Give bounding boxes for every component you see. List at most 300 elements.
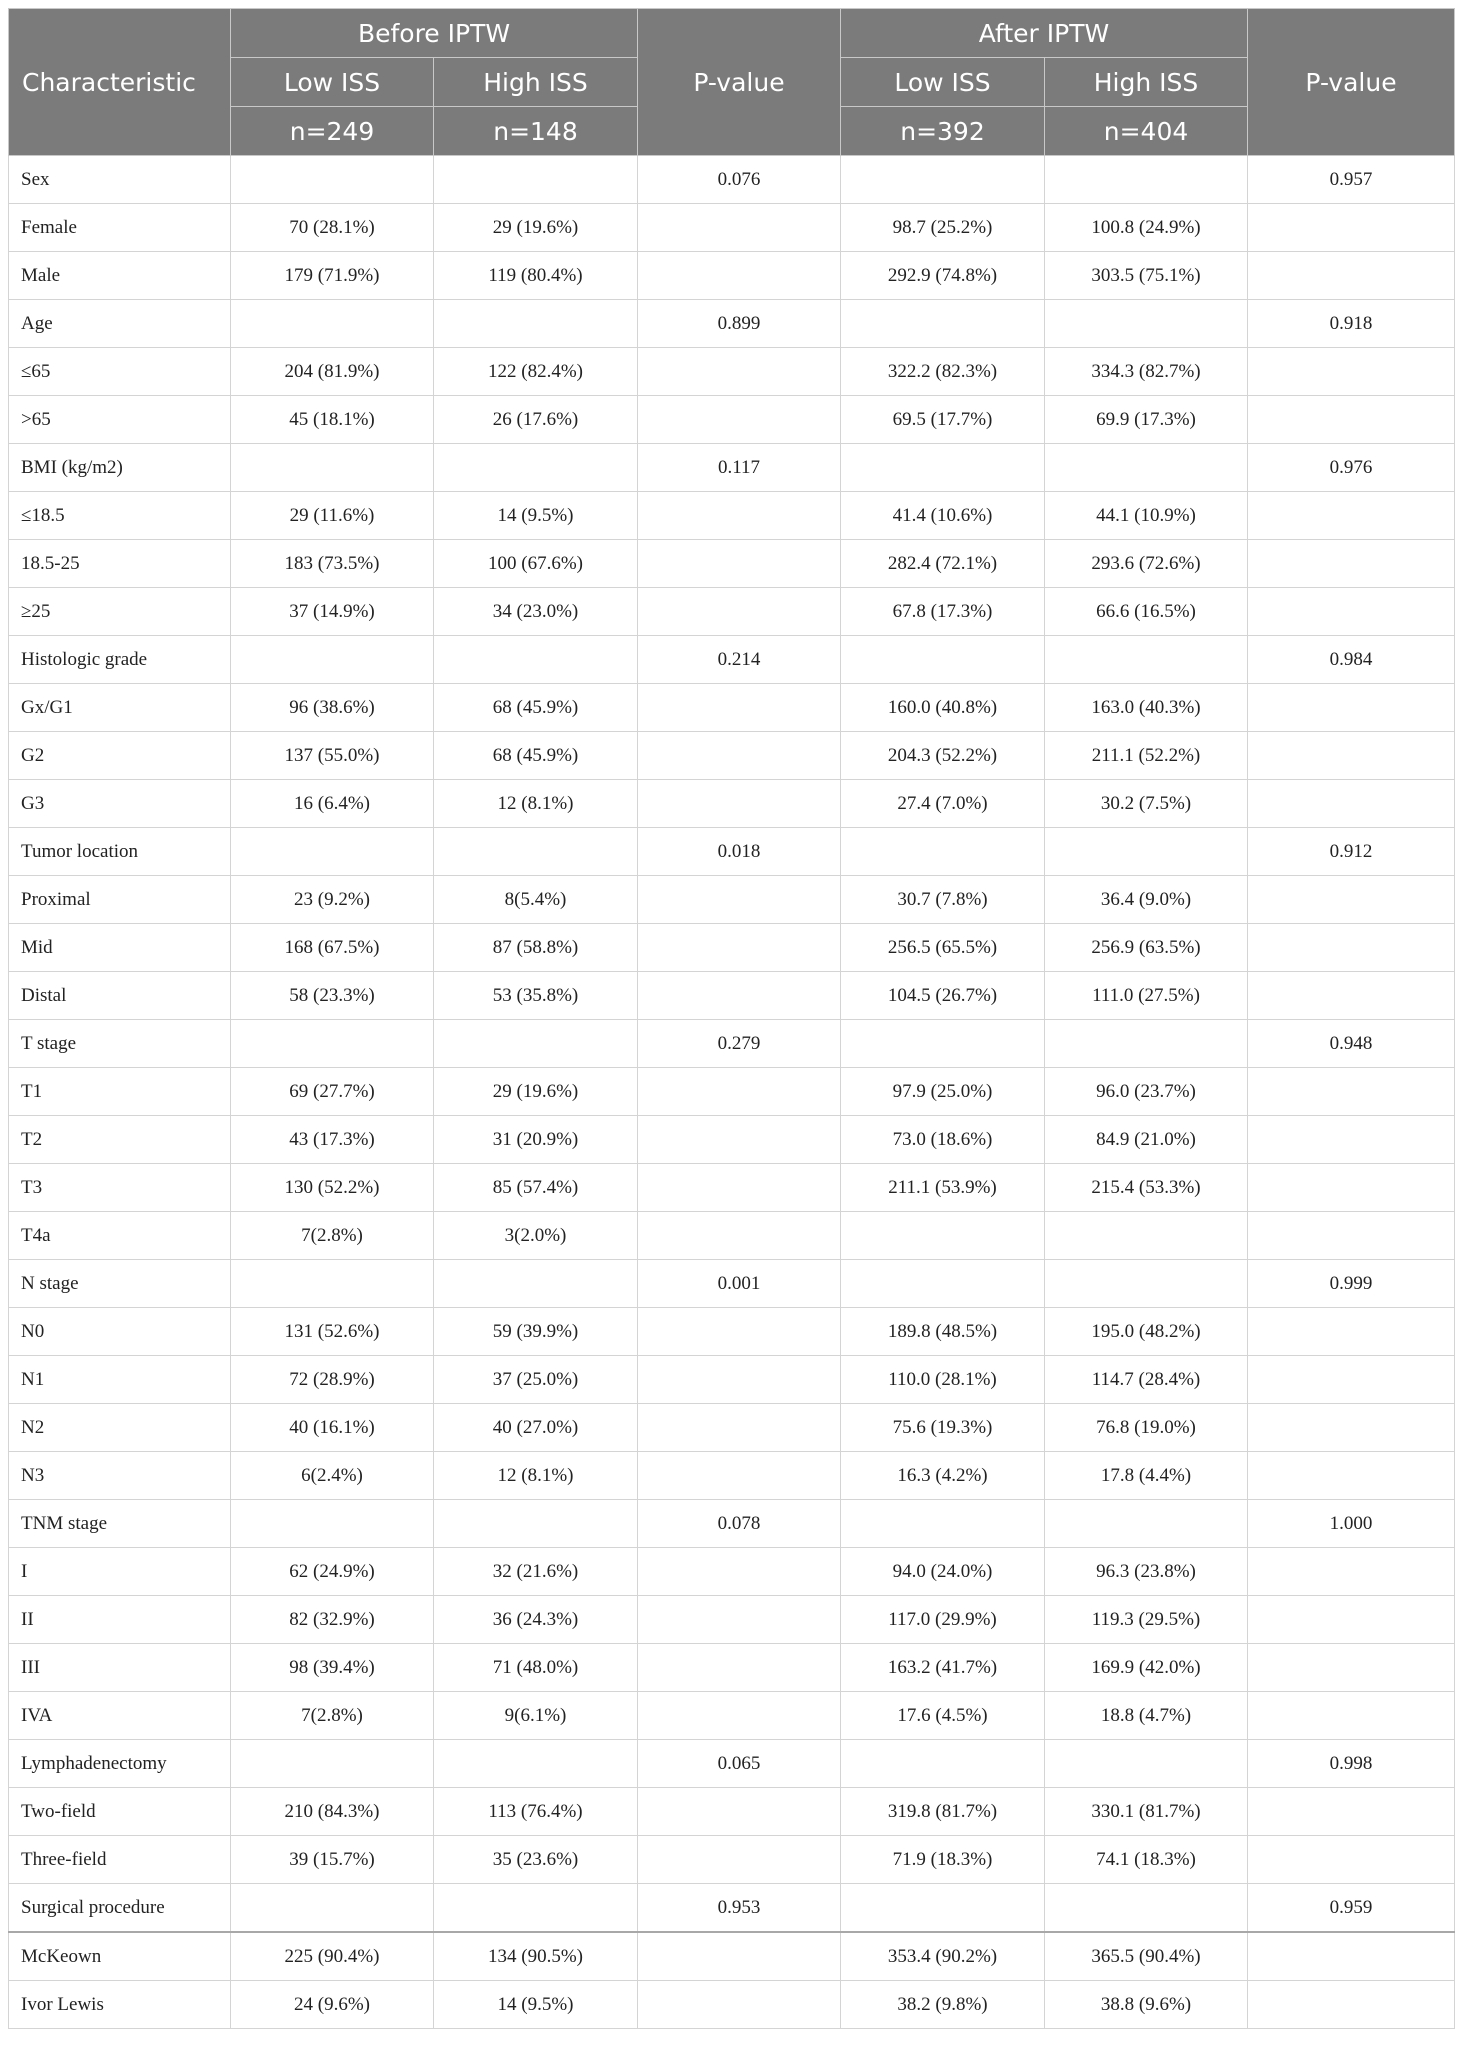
p-value-before-cell: 0.279 bbox=[638, 1020, 841, 1068]
after-high-iss-cell: 334.3 (82.7%) bbox=[1045, 348, 1248, 396]
before-high-iss-cell: 34 (23.0%) bbox=[434, 588, 638, 636]
row-label: II bbox=[9, 1596, 231, 1644]
p-value-after-cell bbox=[1248, 540, 1455, 588]
after-high-iss-cell bbox=[1045, 828, 1248, 876]
p-value-after-header: P-value bbox=[1248, 9, 1455, 156]
after-high-iss-cell: 256.9 (63.5%) bbox=[1045, 924, 1248, 972]
after-low-iss-cell: 94.0 (24.0%) bbox=[841, 1548, 1045, 1596]
table-header bbox=[9, 9, 1455, 156]
row-label: N3 bbox=[9, 1452, 231, 1500]
before-low-iss-cell: 29 (11.6%) bbox=[231, 492, 434, 540]
after-low-iss-cell bbox=[841, 1212, 1045, 1260]
after-high-iss-cell: 30.2 (7.5%) bbox=[1045, 780, 1248, 828]
after-high-iss-cell bbox=[1045, 300, 1248, 348]
p-value-before-cell bbox=[638, 972, 841, 1020]
before-low-iss-cell: 179 (71.9%) bbox=[231, 252, 434, 300]
after-low-iss-cell: 75.6 (19.3%) bbox=[841, 1404, 1045, 1452]
table-row bbox=[9, 1260, 1455, 1308]
p-value-before-cell bbox=[638, 732, 841, 780]
after-low-iss-cell bbox=[841, 444, 1045, 492]
after-high-iss-header: High ISS bbox=[1045, 58, 1248, 107]
p-value-after-cell bbox=[1248, 1788, 1455, 1836]
p-value-after-cell bbox=[1248, 1164, 1455, 1212]
after-high-iss-n: n=404 bbox=[1045, 107, 1248, 156]
before-high-iss-cell: 40 (27.0%) bbox=[434, 1404, 638, 1452]
p-value-before-header: P-value bbox=[638, 9, 841, 156]
p-value-after-cell bbox=[1248, 1116, 1455, 1164]
p-value-before-cell bbox=[638, 1308, 841, 1356]
table-row bbox=[9, 1692, 1455, 1740]
p-value-before-cell bbox=[638, 924, 841, 972]
before-high-iss-cell: 71 (48.0%) bbox=[434, 1644, 638, 1692]
row-label: Histologic grade bbox=[9, 636, 231, 684]
before-low-iss-cell: 225 (90.4%) bbox=[231, 1932, 434, 1981]
table-row bbox=[9, 252, 1455, 300]
before-low-iss-cell: 7(2.8%) bbox=[231, 1692, 434, 1740]
after-low-iss-cell bbox=[841, 1884, 1045, 1933]
row-label: G2 bbox=[9, 732, 231, 780]
table-row bbox=[9, 636, 1455, 684]
table-row bbox=[9, 204, 1455, 252]
before-high-iss-cell bbox=[434, 1260, 638, 1308]
table-row bbox=[9, 1596, 1455, 1644]
p-value-after-cell: 0.948 bbox=[1248, 1020, 1455, 1068]
before-low-iss-cell: 72 (28.9%) bbox=[231, 1356, 434, 1404]
after-high-iss-cell: 195.0 (48.2%) bbox=[1045, 1308, 1248, 1356]
table-row bbox=[9, 924, 1455, 972]
p-value-after-cell bbox=[1248, 1068, 1455, 1116]
before-low-iss-cell: 23 (9.2%) bbox=[231, 876, 434, 924]
after-low-iss-cell: 97.9 (25.0%) bbox=[841, 1068, 1045, 1116]
after-high-iss-cell bbox=[1045, 1500, 1248, 1548]
before-low-iss-n: n=249 bbox=[231, 107, 434, 156]
after-low-iss-cell bbox=[841, 156, 1045, 204]
table-row bbox=[9, 348, 1455, 396]
p-value-after-cell bbox=[1248, 1548, 1455, 1596]
p-value-before-cell bbox=[638, 540, 841, 588]
after-low-iss-cell: 98.7 (25.2%) bbox=[841, 204, 1045, 252]
after-low-iss-cell: 189.8 (48.5%) bbox=[841, 1308, 1045, 1356]
p-value-before-cell bbox=[638, 1548, 841, 1596]
before-high-iss-n: n=148 bbox=[434, 107, 638, 156]
p-value-after-cell: 0.998 bbox=[1248, 1740, 1455, 1788]
after-high-iss-cell: 69.9 (17.3%) bbox=[1045, 396, 1248, 444]
table-row bbox=[9, 732, 1455, 780]
row-label: Distal bbox=[9, 972, 231, 1020]
before-low-iss-cell bbox=[231, 1740, 434, 1788]
table-row bbox=[9, 684, 1455, 732]
before-iptw-header: Before IPTW bbox=[231, 9, 638, 58]
before-high-iss-cell: 14 (9.5%) bbox=[434, 492, 638, 540]
p-value-after-cell bbox=[1248, 924, 1455, 972]
table-row bbox=[9, 300, 1455, 348]
table-row bbox=[9, 1644, 1455, 1692]
before-low-iss-cell: 6(2.4%) bbox=[231, 1452, 434, 1500]
before-high-iss-cell: 12 (8.1%) bbox=[434, 780, 638, 828]
table-row bbox=[9, 396, 1455, 444]
after-high-iss-cell: 211.1 (52.2%) bbox=[1045, 732, 1248, 780]
before-low-iss-cell bbox=[231, 1500, 434, 1548]
p-value-after-cell bbox=[1248, 732, 1455, 780]
p-value-before-cell: 0.214 bbox=[638, 636, 841, 684]
before-high-iss-cell: 36 (24.3%) bbox=[434, 1596, 638, 1644]
p-value-before-cell bbox=[638, 1788, 841, 1836]
p-value-after-cell: 0.976 bbox=[1248, 444, 1455, 492]
row-label: N0 bbox=[9, 1308, 231, 1356]
after-high-iss-cell: 330.1 (81.7%) bbox=[1045, 1788, 1248, 1836]
before-low-iss-cell: 96 (38.6%) bbox=[231, 684, 434, 732]
table-row bbox=[9, 156, 1455, 204]
before-high-iss-cell: 113 (76.4%) bbox=[434, 1788, 638, 1836]
p-value-before-cell: 0.953 bbox=[638, 1884, 841, 1933]
p-value-after-cell bbox=[1248, 252, 1455, 300]
after-high-iss-cell: 18.8 (4.7%) bbox=[1045, 1692, 1248, 1740]
before-low-iss-cell: 69 (27.7%) bbox=[231, 1068, 434, 1116]
p-value-before-cell: 0.117 bbox=[638, 444, 841, 492]
p-value-after-cell bbox=[1248, 876, 1455, 924]
table-row bbox=[9, 1932, 1455, 1981]
before-high-iss-cell: 29 (19.6%) bbox=[434, 204, 638, 252]
table-row bbox=[9, 1740, 1455, 1788]
after-high-iss-cell bbox=[1045, 444, 1248, 492]
after-high-iss-cell bbox=[1045, 1260, 1248, 1308]
p-value-after-cell bbox=[1248, 204, 1455, 252]
table-container bbox=[8, 8, 1454, 2029]
p-value-after-cell: 0.984 bbox=[1248, 636, 1455, 684]
row-label: N stage bbox=[9, 1260, 231, 1308]
row-label: McKeown bbox=[9, 1932, 231, 1981]
table-row bbox=[9, 1836, 1455, 1884]
p-value-before-cell: 0.899 bbox=[638, 300, 841, 348]
row-label: >65 bbox=[9, 396, 231, 444]
row-label: Lymphadenectomy bbox=[9, 1740, 231, 1788]
after-high-iss-cell: 96.0 (23.7%) bbox=[1045, 1068, 1248, 1116]
after-low-iss-cell: 17.6 (4.5%) bbox=[841, 1692, 1045, 1740]
after-high-iss-cell: 36.4 (9.0%) bbox=[1045, 876, 1248, 924]
after-high-iss-cell: 215.4 (53.3%) bbox=[1045, 1164, 1248, 1212]
before-high-iss-cell: 134 (90.5%) bbox=[434, 1932, 638, 1981]
before-high-iss-cell bbox=[434, 300, 638, 348]
after-high-iss-cell bbox=[1045, 1884, 1248, 1933]
before-high-iss-cell: 29 (19.6%) bbox=[434, 1068, 638, 1116]
before-high-iss-cell: 35 (23.6%) bbox=[434, 1836, 638, 1884]
after-high-iss-cell: 84.9 (21.0%) bbox=[1045, 1116, 1248, 1164]
p-value-before-cell bbox=[638, 684, 841, 732]
before-low-iss-cell: 40 (16.1%) bbox=[231, 1404, 434, 1452]
row-label: BMI (kg/m2) bbox=[9, 444, 231, 492]
p-value-after-cell bbox=[1248, 396, 1455, 444]
before-high-iss-cell: 53 (35.8%) bbox=[434, 972, 638, 1020]
before-high-iss-cell: 14 (9.5%) bbox=[434, 1981, 638, 2029]
p-value-after-cell bbox=[1248, 972, 1455, 1020]
before-high-iss-cell: 68 (45.9%) bbox=[434, 684, 638, 732]
before-low-iss-cell bbox=[231, 300, 434, 348]
before-low-iss-header: Low ISS bbox=[231, 58, 434, 107]
p-value-before-cell bbox=[638, 876, 841, 924]
row-label: Two-field bbox=[9, 1788, 231, 1836]
before-low-iss-cell bbox=[231, 156, 434, 204]
after-low-iss-cell bbox=[841, 1500, 1045, 1548]
row-label: ≤65 bbox=[9, 348, 231, 396]
after-low-iss-cell: 319.8 (81.7%) bbox=[841, 1788, 1045, 1836]
table-row bbox=[9, 972, 1455, 1020]
after-low-iss-cell: 282.4 (72.1%) bbox=[841, 540, 1045, 588]
table-row bbox=[9, 828, 1455, 876]
before-high-iss-cell bbox=[434, 1740, 638, 1788]
p-value-before-cell: 0.076 bbox=[638, 156, 841, 204]
before-low-iss-cell: 131 (52.6%) bbox=[231, 1308, 434, 1356]
after-high-iss-cell: 169.9 (42.0%) bbox=[1045, 1644, 1248, 1692]
after-high-iss-cell: 365.5 (90.4%) bbox=[1045, 1932, 1248, 1981]
table-row bbox=[9, 1356, 1455, 1404]
before-low-iss-cell: 45 (18.1%) bbox=[231, 396, 434, 444]
p-value-after-cell bbox=[1248, 348, 1455, 396]
table-row bbox=[9, 1548, 1455, 1596]
p-value-after-cell bbox=[1248, 1308, 1455, 1356]
after-low-iss-cell: 104.5 (26.7%) bbox=[841, 972, 1045, 1020]
before-low-iss-cell: 82 (32.9%) bbox=[231, 1596, 434, 1644]
after-low-iss-cell bbox=[841, 300, 1045, 348]
table-row bbox=[9, 1452, 1455, 1500]
after-low-iss-cell bbox=[841, 1260, 1045, 1308]
before-low-iss-cell: 39 (15.7%) bbox=[231, 1836, 434, 1884]
table-row bbox=[9, 1068, 1455, 1116]
row-label: ≤18.5 bbox=[9, 492, 231, 540]
row-label: Female bbox=[9, 204, 231, 252]
after-low-iss-cell: 16.3 (4.2%) bbox=[841, 1452, 1045, 1500]
before-high-iss-cell: 3(2.0%) bbox=[434, 1212, 638, 1260]
before-high-iss-cell: 31 (20.9%) bbox=[434, 1116, 638, 1164]
after-low-iss-cell: 71.9 (18.3%) bbox=[841, 1836, 1045, 1884]
before-high-iss-cell: 32 (21.6%) bbox=[434, 1548, 638, 1596]
p-value-before-cell bbox=[638, 396, 841, 444]
after-low-iss-cell: 41.4 (10.6%) bbox=[841, 492, 1045, 540]
row-label: Ivor Lewis bbox=[9, 1981, 231, 2029]
after-low-iss-cell: 322.2 (82.3%) bbox=[841, 348, 1045, 396]
after-low-iss-cell: 256.5 (65.5%) bbox=[841, 924, 1045, 972]
p-value-after-cell: 0.918 bbox=[1248, 300, 1455, 348]
before-high-iss-cell: 37 (25.0%) bbox=[434, 1356, 638, 1404]
after-high-iss-cell bbox=[1045, 1020, 1248, 1068]
p-value-before-cell bbox=[638, 1404, 841, 1452]
table-row bbox=[9, 540, 1455, 588]
before-low-iss-cell: 210 (84.3%) bbox=[231, 1788, 434, 1836]
after-high-iss-cell: 76.8 (19.0%) bbox=[1045, 1404, 1248, 1452]
row-label: T1 bbox=[9, 1068, 231, 1116]
p-value-before-cell bbox=[638, 348, 841, 396]
before-high-iss-cell: 85 (57.4%) bbox=[434, 1164, 638, 1212]
after-low-iss-cell: 30.7 (7.8%) bbox=[841, 876, 1045, 924]
after-high-iss-cell: 119.3 (29.5%) bbox=[1045, 1596, 1248, 1644]
before-low-iss-cell: 62 (24.9%) bbox=[231, 1548, 434, 1596]
p-value-before-cell bbox=[638, 1981, 841, 2029]
before-low-iss-cell: 137 (55.0%) bbox=[231, 732, 434, 780]
row-label: G3 bbox=[9, 780, 231, 828]
before-low-iss-cell bbox=[231, 636, 434, 684]
before-low-iss-cell bbox=[231, 1020, 434, 1068]
after-high-iss-cell: 293.6 (72.6%) bbox=[1045, 540, 1248, 588]
p-value-after-cell bbox=[1248, 1644, 1455, 1692]
p-value-after-cell bbox=[1248, 1404, 1455, 1452]
p-value-after-cell bbox=[1248, 1836, 1455, 1884]
row-label: T2 bbox=[9, 1116, 231, 1164]
p-value-after-cell: 1.000 bbox=[1248, 1500, 1455, 1548]
before-high-iss-cell: 12 (8.1%) bbox=[434, 1452, 638, 1500]
before-low-iss-cell: 168 (67.5%) bbox=[231, 924, 434, 972]
before-high-iss-cell bbox=[434, 636, 638, 684]
after-low-iss-cell: 353.4 (90.2%) bbox=[841, 1932, 1045, 1981]
after-low-iss-cell: 38.2 (9.8%) bbox=[841, 1981, 1045, 2029]
before-low-iss-cell bbox=[231, 1260, 434, 1308]
p-value-after-cell bbox=[1248, 1356, 1455, 1404]
row-label: Three-field bbox=[9, 1836, 231, 1884]
p-value-after-cell: 0.999 bbox=[1248, 1260, 1455, 1308]
p-value-before-cell bbox=[638, 780, 841, 828]
before-low-iss-cell: 24 (9.6%) bbox=[231, 1981, 434, 2029]
p-value-after-cell: 0.959 bbox=[1248, 1884, 1455, 1933]
row-label: Age bbox=[9, 300, 231, 348]
before-low-iss-cell: 70 (28.1%) bbox=[231, 204, 434, 252]
before-low-iss-cell: 130 (52.2%) bbox=[231, 1164, 434, 1212]
after-low-iss-cell bbox=[841, 1020, 1045, 1068]
after-low-iss-cell bbox=[841, 636, 1045, 684]
row-label: Sex bbox=[9, 156, 231, 204]
row-label: T4a bbox=[9, 1212, 231, 1260]
p-value-before-cell bbox=[638, 204, 841, 252]
row-label: 18.5-25 bbox=[9, 540, 231, 588]
before-high-iss-cell bbox=[434, 1500, 638, 1548]
before-low-iss-cell: 7(2.8%) bbox=[231, 1212, 434, 1260]
after-high-iss-cell: 66.6 (16.5%) bbox=[1045, 588, 1248, 636]
after-high-iss-cell: 96.3 (23.8%) bbox=[1045, 1548, 1248, 1596]
after-high-iss-cell: 163.0 (40.3%) bbox=[1045, 684, 1248, 732]
before-low-iss-cell: 58 (23.3%) bbox=[231, 972, 434, 1020]
table-row bbox=[9, 492, 1455, 540]
after-low-iss-cell: 163.2 (41.7%) bbox=[841, 1644, 1045, 1692]
before-low-iss-cell: 16 (6.4%) bbox=[231, 780, 434, 828]
before-high-iss-cell: 122 (82.4%) bbox=[434, 348, 638, 396]
row-label: Male bbox=[9, 252, 231, 300]
p-value-before-cell bbox=[638, 252, 841, 300]
row-label: Gx/G1 bbox=[9, 684, 231, 732]
p-value-after-cell bbox=[1248, 780, 1455, 828]
p-value-before-cell: 0.065 bbox=[638, 1740, 841, 1788]
after-high-iss-cell: 303.5 (75.1%) bbox=[1045, 252, 1248, 300]
p-value-after-cell bbox=[1248, 1932, 1455, 1981]
after-high-iss-cell: 111.0 (27.5%) bbox=[1045, 972, 1248, 1020]
p-value-before-cell: 0.001 bbox=[638, 1260, 841, 1308]
p-value-before-cell bbox=[638, 1068, 841, 1116]
table-row bbox=[9, 1164, 1455, 1212]
p-value-before-cell bbox=[638, 1356, 841, 1404]
row-label: Surgical procedure bbox=[9, 1884, 231, 1933]
row-label: III bbox=[9, 1644, 231, 1692]
after-high-iss-cell: 44.1 (10.9%) bbox=[1045, 492, 1248, 540]
p-value-before-cell bbox=[638, 1596, 841, 1644]
row-label: N2 bbox=[9, 1404, 231, 1452]
before-high-iss-cell bbox=[434, 1884, 638, 1933]
p-value-after-cell bbox=[1248, 1596, 1455, 1644]
after-low-iss-cell: 292.9 (74.8%) bbox=[841, 252, 1045, 300]
table-body bbox=[9, 156, 1455, 2029]
before-high-iss-cell: 68 (45.9%) bbox=[434, 732, 638, 780]
table-row bbox=[9, 1212, 1455, 1260]
after-low-iss-cell: 211.1 (53.9%) bbox=[841, 1164, 1045, 1212]
after-high-iss-cell: 114.7 (28.4%) bbox=[1045, 1356, 1248, 1404]
row-label: I bbox=[9, 1548, 231, 1596]
p-value-after-cell: 0.957 bbox=[1248, 156, 1455, 204]
table-row bbox=[9, 588, 1455, 636]
p-value-before-cell: 0.078 bbox=[638, 1500, 841, 1548]
before-high-iss-cell bbox=[434, 156, 638, 204]
after-low-iss-cell bbox=[841, 1740, 1045, 1788]
before-low-iss-cell: 98 (39.4%) bbox=[231, 1644, 434, 1692]
before-high-iss-cell: 100 (67.6%) bbox=[434, 540, 638, 588]
before-low-iss-cell: 43 (17.3%) bbox=[231, 1116, 434, 1164]
table-row bbox=[9, 780, 1455, 828]
after-low-iss-cell: 73.0 (18.6%) bbox=[841, 1116, 1045, 1164]
table-row bbox=[9, 876, 1455, 924]
before-high-iss-cell: 8(5.4%) bbox=[434, 876, 638, 924]
table-row bbox=[9, 444, 1455, 492]
before-high-iss-cell bbox=[434, 828, 638, 876]
after-low-iss-cell: 204.3 (52.2%) bbox=[841, 732, 1045, 780]
table-row bbox=[9, 1404, 1455, 1452]
before-low-iss-cell: 204 (81.9%) bbox=[231, 348, 434, 396]
before-low-iss-cell bbox=[231, 828, 434, 876]
before-low-iss-cell bbox=[231, 444, 434, 492]
after-low-iss-cell: 160.0 (40.8%) bbox=[841, 684, 1045, 732]
table-row bbox=[9, 1788, 1455, 1836]
p-value-after-cell bbox=[1248, 588, 1455, 636]
after-low-iss-n: n=392 bbox=[841, 107, 1045, 156]
table-row bbox=[9, 1884, 1455, 1933]
table-row bbox=[9, 1020, 1455, 1068]
after-high-iss-cell: 100.8 (24.9%) bbox=[1045, 204, 1248, 252]
after-low-iss-cell: 117.0 (29.9%) bbox=[841, 1596, 1045, 1644]
before-high-iss-cell bbox=[434, 1020, 638, 1068]
row-label: TNM stage bbox=[9, 1500, 231, 1548]
before-high-iss-cell: 9(6.1%) bbox=[434, 1692, 638, 1740]
p-value-before-cell bbox=[638, 1932, 841, 1981]
p-value-before-cell: 0.018 bbox=[638, 828, 841, 876]
after-high-iss-cell: 17.8 (4.4%) bbox=[1045, 1452, 1248, 1500]
before-high-iss-cell: 87 (58.8%) bbox=[434, 924, 638, 972]
before-low-iss-cell: 37 (14.9%) bbox=[231, 588, 434, 636]
after-low-iss-cell: 110.0 (28.1%) bbox=[841, 1356, 1045, 1404]
after-high-iss-cell bbox=[1045, 1740, 1248, 1788]
p-value-after-cell bbox=[1248, 1452, 1455, 1500]
before-low-iss-cell bbox=[231, 1884, 434, 1933]
after-low-iss-cell: 27.4 (7.0%) bbox=[841, 780, 1045, 828]
after-low-iss-header: Low ISS bbox=[841, 58, 1045, 107]
p-value-before-cell bbox=[638, 1164, 841, 1212]
table-row bbox=[9, 1308, 1455, 1356]
after-low-iss-cell bbox=[841, 828, 1045, 876]
p-value-before-cell bbox=[638, 492, 841, 540]
characteristics-table bbox=[8, 8, 1455, 2029]
row-label: N1 bbox=[9, 1356, 231, 1404]
row-label: ≥25 bbox=[9, 588, 231, 636]
before-high-iss-header: High ISS bbox=[434, 58, 638, 107]
characteristic-header: Characteristic bbox=[9, 9, 231, 156]
row-label: T stage bbox=[9, 1020, 231, 1068]
row-label: Mid bbox=[9, 924, 231, 972]
before-high-iss-cell: 59 (39.9%) bbox=[434, 1308, 638, 1356]
p-value-after-cell: 0.912 bbox=[1248, 828, 1455, 876]
before-high-iss-cell: 26 (17.6%) bbox=[434, 396, 638, 444]
p-value-before-cell bbox=[638, 1836, 841, 1884]
